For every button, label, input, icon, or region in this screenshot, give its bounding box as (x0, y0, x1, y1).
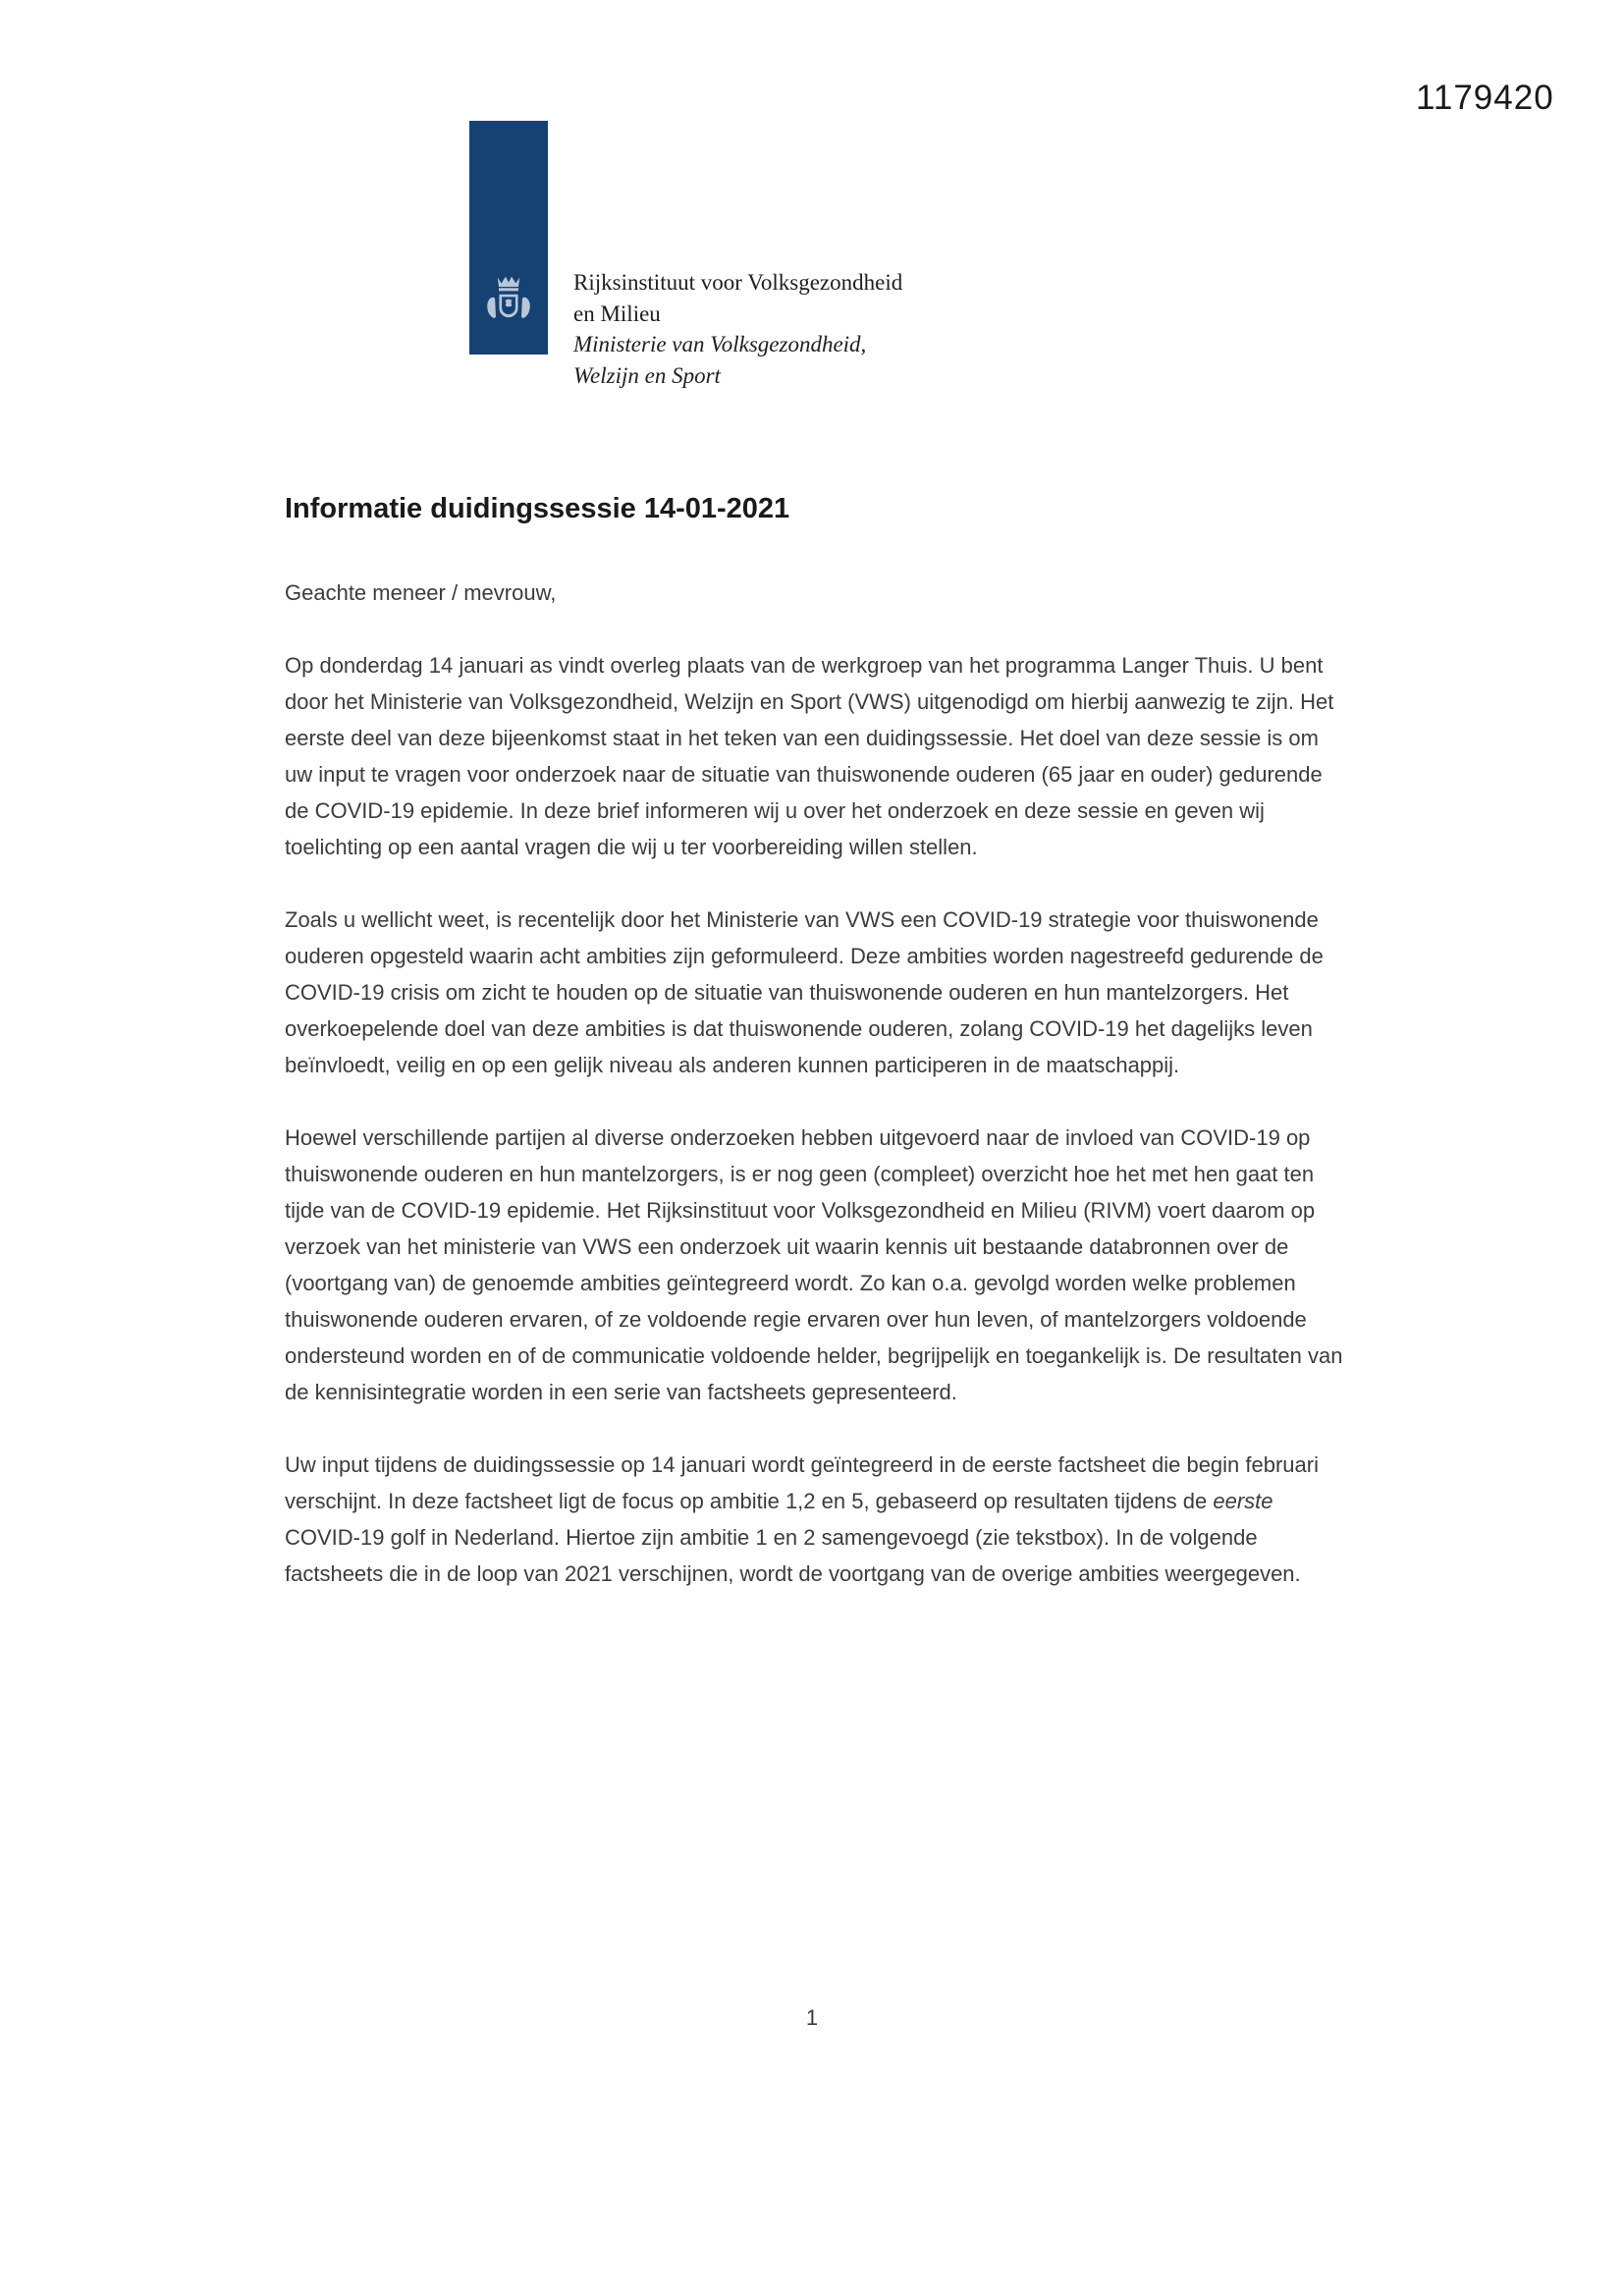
paragraph-1: Op donderdag 14 januari as vindt overleg plaats van de werkgroep van het programma Langer Thuis. U bent door het Ministerie van Volksgezondheid, Welzijn en Sport (VWS) uitgenodigd om hierbij aanwezig te zijn. Het eerste deel van deze bijeenkomst staat in het teken van een duidingssessie. Het doel van deze sessie is om uw input te vragen voor onderzoek naar de situatie van thuiswonende ouderen (65 jaar en ouder) gedurende de COVID-19 epidemie. In deze brief informeren wij u over het onderzoek en deze sessie en geven wij toelichting op een aantal vragen die wij u ter voorbereiding willen stellen. (285, 653, 1334, 859)
paragraph-2: Zoals u wellicht weet, is recentelijk door het Ministerie van VWS een COVID-19 strategie voor thuiswonende ouderen opgesteld waarin acht ambities zijn geformuleerd. Deze ambities worden nagestreefd gedurende de COVID-19 crisis om zicht te houden op de situatie van thuiswonende ouderen en hun mantelzorgers. Het overkoepelende doel van deze ambities is dat thuiswonende ouderen, zolang COVID-19 het dagelijks leven beïnvloedt, veilig en op een gelijk niveau als anderen kunnen participeren in de maatschappij. (285, 907, 1324, 1077)
institute-name-line2: en Milieu (573, 301, 661, 326)
institute-name-line1: Rijksinstituut voor Volksgezondheid (573, 270, 903, 295)
salutation: Geachte meneer / mevrouw, (285, 580, 557, 605)
paragraph-3: Hoewel verschillende partijen al diverse onderzoeken hebben uitgevoerd naar de invloed van COVID-19 op thuiswonende ouderen en hun mantelzorgers, is er nog geen (compleet) overzicht hoe het met hen gaat ten tijde van de COVID-19 epidemie. Het Rijksinstituut voor Volksgezondheid en Milieu (RIVM) voert daarom op verzoek van het ministerie van VWS een onderzoek uit waarin kennis uit bestaande databronnen over de (voortgang van) de genoemde ambities geïntegreerd wordt. Zo kan o.a. gevolgd worden welke problemen thuiswonende ouderen ervaren, of ze voldoende regie ervaren over hun leven, of mantelzorgers voldoende ondersteund worden en of de communicatie voldoende helder, begrijpelijk en toegankelijk is. De resultaten van de kennisintegratie worden in een serie van factsheets gepresenteerd. (285, 1125, 1343, 1404)
paragraph-4-text-after: COVID-19 golf in Nederland. Hiertoe zijn ambitie 1 en 2 samengevoegd (zie tekstbox). In de volgende factsheets die in de loop van 2021 verschijnen, wordt de voortgang van de overige ambities weergegeven. (285, 1525, 1301, 1586)
letter-body (285, 491, 1345, 1628)
paragraph-4-italic-word: eerste (1213, 1489, 1273, 1513)
letter-title: Informatie duidingssessie 14-01-2021 (285, 493, 790, 524)
page-number: 1 (805, 2005, 819, 2030)
logo-bar (469, 121, 548, 355)
ministry-name-line1: Ministerie van Volksgezondheid, (573, 332, 867, 356)
ministry-name-line2: Welzijn en Sport (573, 362, 721, 388)
paragraph-4 (285, 1447, 1345, 1592)
paragraph-4-text-before: Uw input tijdens de duidingssessie op 14 januari wordt geïntegreerd in de eerste factsheet die begin februari verschijnt. In deze factsheet ligt de focus op ambitie 1,2 en 5, gebaseerd op resultaten tijdens de (285, 1452, 1319, 1513)
dutch-coat-of-arms-icon (483, 272, 534, 327)
logo-text (573, 267, 902, 391)
document-number: 1179420 (1416, 79, 1554, 117)
